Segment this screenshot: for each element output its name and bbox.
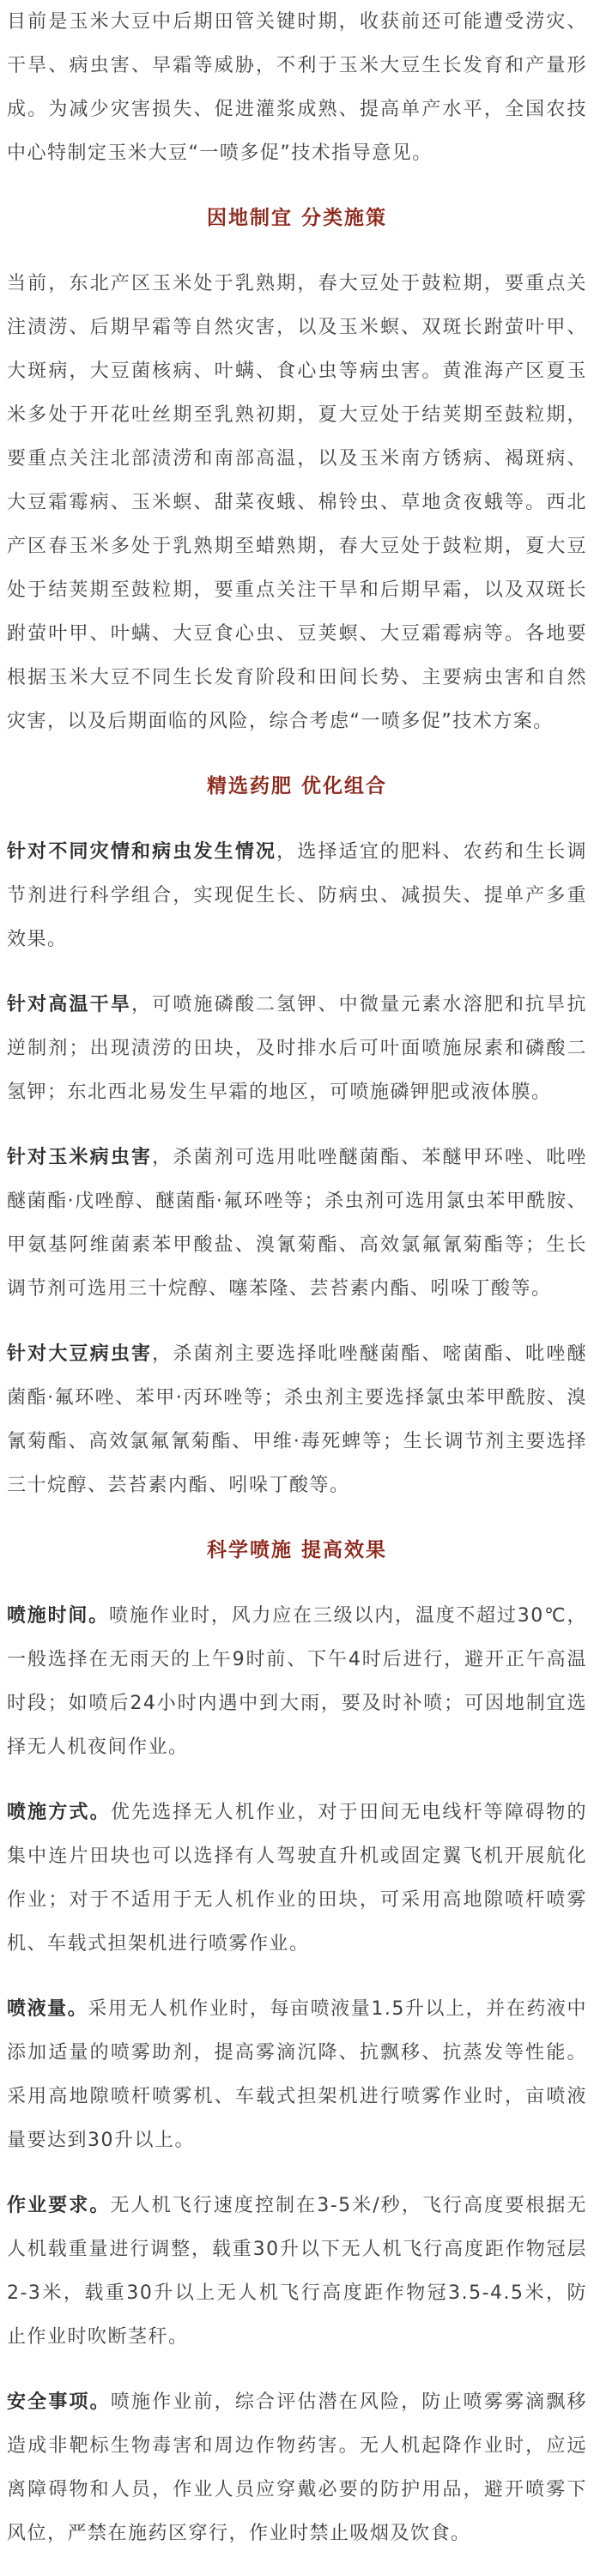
para-heat-drought-text: ，可喷施磷酸二氢钾、中微量元素水溶肥和抗旱抗逆制剂；出现渍涝的田块，及时排水后可叶面喷施尿素和磷酸二氢钾；东北西北易发生早霜的地区，可喷施磷钾肥或液体膜。: [7, 994, 587, 1103]
para-safety-notes-lead: 安全事项。: [7, 2391, 111, 2413]
para-spray-method-lead: 喷施方式。: [7, 1802, 111, 1823]
para-heat-drought-lead: 针对高温干旱: [7, 994, 131, 1015]
para-spray-time: [7, 1594, 587, 1769]
para-operation-requirements: [7, 2184, 587, 2359]
para-heat-drought: [7, 983, 587, 1114]
para-intro: [7, 0, 587, 175]
para-operation-requirements-lead: 作业要求。: [7, 2195, 111, 2216]
para-disaster-pest-lead: 针对不同灾情和病虫发生情况: [7, 841, 277, 863]
para-safety-notes: [7, 2380, 587, 2555]
para-region-overview-text: 当前，东北产区玉米处于乳熟期，春大豆处于鼓粒期，要重点关注渍涝、后期早霜等自然灾害，以及玉米螟、双斑长跗萤叶甲、大斑病，大豆菌核病、叶螨、食心虫等病虫害。黄淮海产区夏玉米多处于开花吐丝期至乳熟初期，夏大豆处于结荚期至鼓粒期，要重点关注北部渍涝和南部高温，以及玉米南方锈病、褐斑病、大豆霜霉病、玉米螟、甜菜夜蛾、棉铃虫、草地贪夜蛾等。西北产区春玉米多处于乳熟期至蜡熟期，春大豆处于鼓粒期，夏大豆处于结荚期至鼓粒期，要重点关注干旱和后期早霜，以及双斑长跗萤叶甲、叶螨、大豆食心虫、豆荚螟、大豆霜霉病等。各地要根据玉米大豆不同生长发育阶段和田间长势、主要病虫害和自然灾害，以及后期面临的风险，综合考虑“一喷多促”技术方案。: [7, 273, 587, 732]
para-region-overview: [7, 262, 587, 743]
heading-scientific-spraying: 科学喷施 提高效果: [206, 1539, 387, 1561]
para-spray-method: [7, 1791, 587, 1966]
para-disaster-pest-text: ，选择适宜的肥料、农药和生长调节剂进行科学组合，实现促生长、防病虫、减损失、提单产多重效果。: [7, 841, 587, 950]
heading-adapt-to-local-conditions: 因地制宜 分类施策: [206, 207, 387, 229]
para-disaster-pest-situation: [7, 830, 587, 961]
para-spray-volume: [7, 1987, 587, 2162]
para-corn-pests-lead: 针对玉米病虫害: [7, 1147, 153, 1168]
para-corn-pests: [7, 1136, 587, 1311]
para-soybean-pests-lead: 针对大豆病虫害: [7, 1343, 153, 1365]
para-spray-volume-lead: 喷液量。: [7, 1998, 88, 2020]
para-soybean-pests: [7, 1332, 587, 1507]
para-operation-requirements-text: 无人机飞行速度控制在3-5米/秒，飞行高度要根据无人机载重量进行调整，载重30升以下无人机飞行高度距作物冠层2-3米，载重30升以上无人机飞行高度距作物冠3.5-4.5米，防止作业时吹断茎秆。: [7, 2195, 587, 2348]
para-corn-pests-text: ，杀菌剂可选用吡唑醚菌酯、苯醚甲环唑、吡唑醚菌酯·戊唑醇、醚菌酯·氟环唑等；杀虫剂可选用氯虫苯甲酰胺、甲氨基阿维菌素苯甲酸盐、溴氰菊酯、高效氯氟氰菊酯等；生长调节剂可选用三十烷醇、噻苯隆、芸苔素内酯、吲哚丁酸等。: [7, 1147, 587, 1300]
para-spray-method-text: 优先选择无人机作业，对于田间无电线杆等障碍物的集中连片田块也可以选择有人驾驶直升机或固定翼飞机开展航化作业；对于不适用于无人机作业的田块，可采用高地隙喷杆喷雾机、车载式担架机进行喷雾作业。: [7, 1802, 587, 1955]
para-soybean-pests-text: ，杀菌剂主要选择吡唑醚菌酯、嘧菌酯、吡唑醚菌酯·氟环唑、苯甲·丙环唑等；杀虫剂主要选择氯虫苯甲酰胺、溴氰菊酯、高效氯氟氰菊酯、甲维·毒死蜱等；生长调节剂主要选择三十烷醇、芸苔素内酯、吲哚丁酸等。: [7, 1343, 587, 1496]
para-spray-time-lead: 喷施时间。: [7, 1605, 109, 1627]
para-safety-notes-text: 喷施作业前，综合评估潜在风险，防止喷雾雾滴飘移造成非靶标生物毒害和周边作物药害。无人机起降作业时，应远离障碍物和人员，作业人员应穿戴必要的防护用品，避开喷雾下风位，严禁在施药区穿行，作业时禁止吸烟及饮食。: [7, 2391, 587, 2544]
heading-select-agents-optimize-combination: 精选药肥 优化组合: [206, 775, 387, 797]
para-intro-text: 目前是玉米大豆中后期田管关键时期，收获前还可能遭受涝灾、干旱、病虫害、早霜等威胁，不利于玉米大豆生长发育和产量形成。为减少灾害损失、促进灌浆成熟、提高单产水平，全国农技中心特制定玉米大豆“一喷多促”技术指导意见。: [7, 11, 587, 164]
para-spray-volume-text: 采用无人机作业时，每亩喷液量1.5升以上，并在药液中添加适量的喷雾助剂，提高雾滴沉降、抗飘移、抗蒸发等性能。采用高地隙喷杆喷雾机、车载式担架机进行喷雾作业时，亩喷液量要达到30升以上。: [7, 1998, 587, 2151]
para-spray-time-text: 喷施作业时，风力应在三级以内，温度不超过30℃，一般选择在无雨天的上午9时前、下午4时后进行，避开正午高温时段；如喷后24小时内遇中到大雨，要及时补喷；可因地制宜选择无人机夜间作业。: [7, 1605, 587, 1758]
